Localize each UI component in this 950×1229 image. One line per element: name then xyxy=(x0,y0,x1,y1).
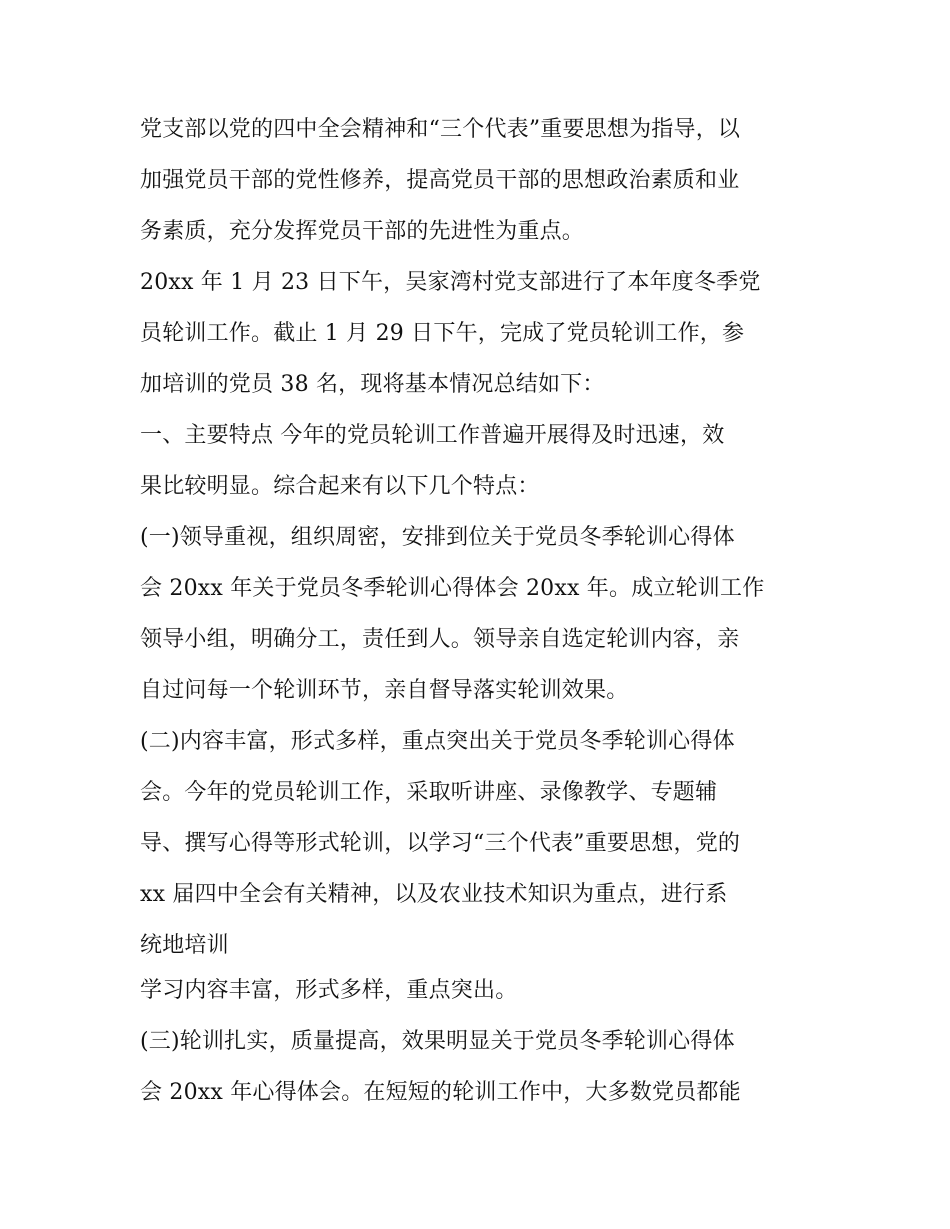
text-line: 一、主要特点 今年的党员轮训工作普遍开展得及时迅速，效 xyxy=(140,423,725,448)
text-line: 员轮训工作。截止 1 月 29 日下午，完成了党员轮训工作，参 xyxy=(140,321,745,346)
text-line: 会 20xx 年心得体会。在短短的轮训工作中，大多数党员都能 xyxy=(140,1080,741,1105)
text-line: 20xx 年 1 月 23 日下午，吴家湾村党支部进行了本年度冬季党 xyxy=(140,270,761,295)
text-line: xx 届四中全会有关精神，以及农业技术知识为重点，进行系 xyxy=(140,882,728,907)
text-line: (三)轮训扎实，质量提高，效果明显关于党员冬季轮训心得体 xyxy=(140,1029,735,1054)
document-body xyxy=(140,104,820,1118)
text-line: 导、撰写心得等形式轮训，以学习“三个代表”重要思想，党的 xyxy=(140,831,741,856)
text-line: 加强党员干部的党性修养，提高党员干部的思想政治素质和业 xyxy=(140,168,740,193)
text-line: (一)领导重视，组织周密，安排到位关于党员冬季轮训心得体 xyxy=(140,525,735,550)
text-line: 党支部以党的四中全会精神和“三个代表”重要思想为指导，以 xyxy=(140,117,741,142)
text-line: (二)内容丰富，形式多样，重点突出关于党员冬季轮训心得体 xyxy=(140,729,735,754)
text-line: 自过问每一个轮训环节，亲自督导落实轮训效果。 xyxy=(140,678,629,703)
text-line: 会。今年的党员轮训工作，采取听讲座、录像教学、专题辅 xyxy=(140,780,718,805)
text-line: 领导小组，明确分工，责任到人。领导亲自选定轮训内容，亲 xyxy=(140,627,740,652)
text-line: 会 20xx 年关于党员冬季轮训心得体会 20xx 年。成立轮训工作 xyxy=(140,576,765,601)
text-line: 学习内容丰富，形式多样，重点突出。 xyxy=(140,978,518,1003)
text-line: 果比较明显。综合起来有以下几个特点： xyxy=(140,474,540,499)
text-line: 加培训的党员 38 名，现将基本情况总结如下： xyxy=(140,372,605,397)
text-line: 务素质，充分发挥党员干部的先进性为重点。 xyxy=(140,219,585,244)
text-line: 统地培训 xyxy=(140,933,229,958)
